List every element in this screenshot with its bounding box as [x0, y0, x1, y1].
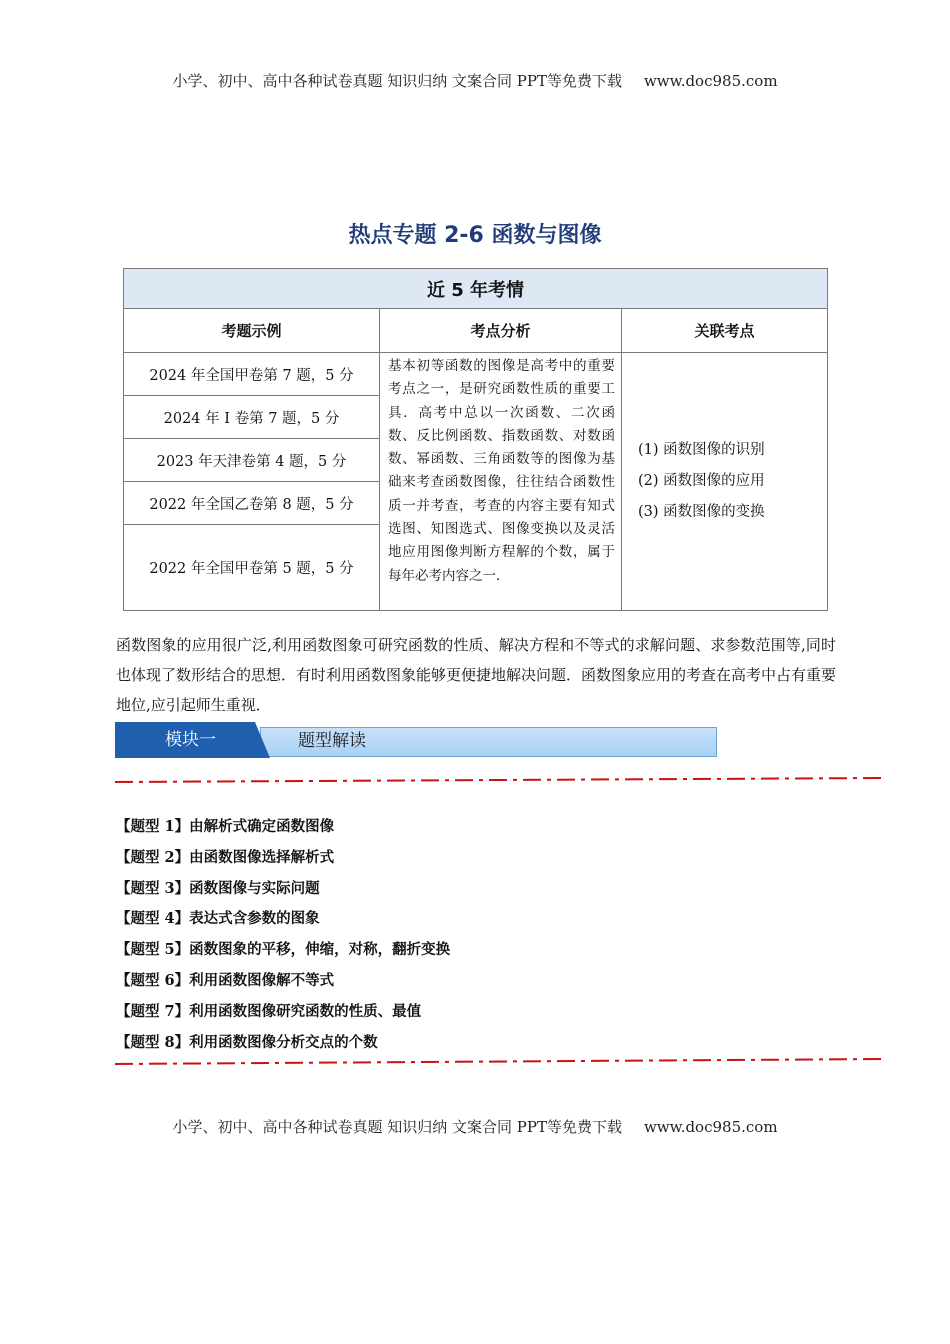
- type-item: 【题型 1】由解析式确定函数图像: [116, 818, 335, 835]
- footer-url[interactable]: www.doc985.com: [643, 1118, 778, 1136]
- exam-example: 2022 年全国乙卷第 8 题，5 分: [124, 482, 380, 525]
- module-tag: 模块一: [165, 730, 216, 750]
- type-item: 【题型 6】利用函数图像解不等式: [116, 971, 335, 989]
- intro-paragraph: 函数图象的应用很广泛,利用函数图象可研究函数的性质、解决方程和不等式的求解问题、求参数范围等,同时也体现了数形结合的思想．有时利用函数图象能够更便捷地解决问题．函数图象应用的考查在高考中占有重要地位,应引起师生重视．: [116, 636, 837, 714]
- page-footer: [0, 1116, 950, 1137]
- exam-example: 2022 年全国甲卷第 5 题，5 分: [124, 525, 380, 611]
- related-points: [622, 353, 828, 611]
- column-header-examples: 考题示例: [124, 309, 380, 353]
- module-label: 题型解读: [298, 731, 366, 751]
- page-title: 热点专题 2-6 函数与图像: [348, 223, 602, 248]
- dash-dot-divider-top: [115, 776, 885, 786]
- related-point: (3) 函数图像的变换: [638, 504, 765, 520]
- footer-text: 小学、初中、高中各种试卷真题 知识归纳 文案合同 PPT等免费下载: [172, 1118, 622, 1136]
- column-header-analysis: 考点分析: [380, 309, 622, 353]
- type-item: 【题型 2】由函数图像选择解析式: [116, 848, 335, 866]
- related-point: (2) 函数图像的应用: [638, 473, 765, 489]
- module-banner: [115, 722, 720, 758]
- dash-dot-divider-bottom: [115, 1056, 885, 1066]
- exam-example: 2024 年全国甲卷第 7 题，5 分: [124, 353, 380, 396]
- page-header: [0, 70, 950, 91]
- table-caption: 近 5 年考情: [124, 269, 828, 309]
- column-header-related: 关联考点: [622, 309, 828, 353]
- related-point: (1) 函数图像的识别: [638, 442, 765, 458]
- type-item: 【题型 5】函数图象的平移，伸缩，对称，翻折变换: [116, 941, 451, 959]
- exam-table: [123, 268, 828, 611]
- type-item: 【题型 3】函数图像与实际问题: [116, 879, 320, 897]
- exam-example: 2024 年 I 卷第 7 题，5 分: [124, 396, 380, 439]
- type-item: 【题型 8】利用函数图像分析交点的个数: [116, 1033, 378, 1051]
- header-url[interactable]: www.doc985.com: [643, 72, 778, 90]
- type-list: [116, 814, 450, 1060]
- exam-example: 2023 年天津卷第 4 题，5 分: [124, 439, 380, 482]
- header-text: 小学、初中、高中各种试卷真题 知识归纳 文案合同 PPT等免费下载: [172, 72, 622, 90]
- type-item: 【题型 7】利用函数图像研究函数的性质、最值: [116, 1002, 422, 1020]
- type-item: 【题型 4】表达式含参数的图象: [116, 910, 320, 928]
- analysis-text: 基本初等函数的图像是高考中的重要考点之一，是研究函数性质的重要工具．高考中总以一次函数、二次函数、反比例函数、指数函数、对数函数、幂函数、三角函数等的图像为基础来考查函数图像，往往结合函数性质一并考查，考查的内容主要有知式选图、知图选式、图像变换以及灵活地应用图像判断方程解的个数，属于每年必考内容之一．: [380, 353, 622, 611]
